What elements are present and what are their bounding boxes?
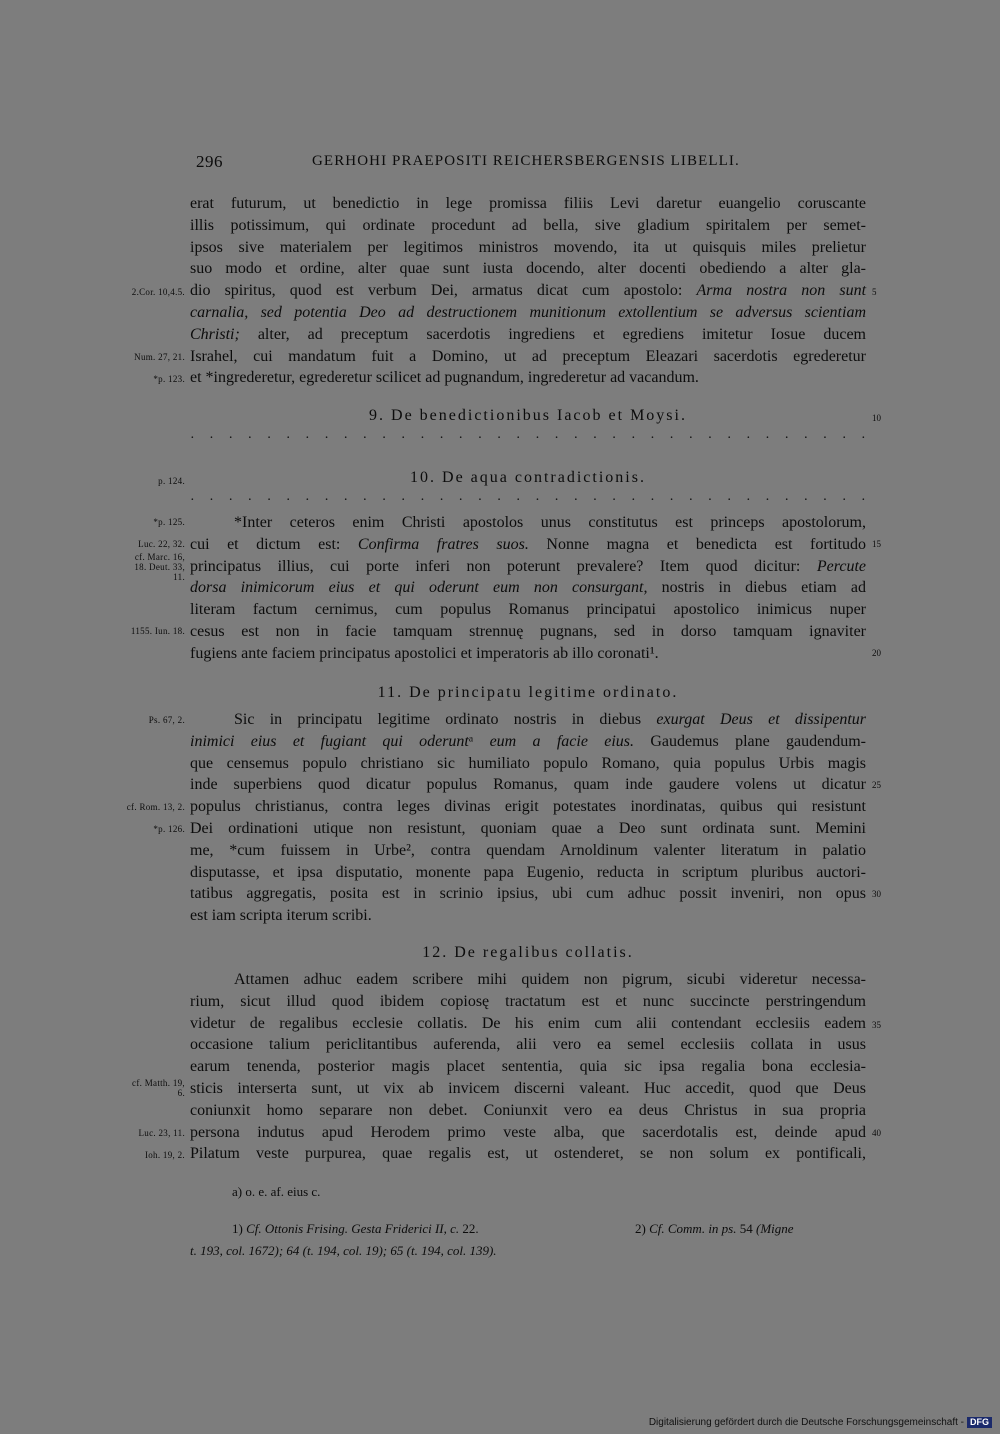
margin-reference: cf. Rom. 13, 2.: [126, 802, 185, 812]
text-line: ipsos sive materialem per legitimos ministros movendo, ita ut quisquis miles prelietur: [190, 238, 866, 256]
margin-reference: cf. Marc. 16, 18. Deut. 33, 11.: [134, 552, 185, 582]
text-line: tatibus aggregatis, posita est in scrinio ipsius, ubi cum adhuc possit inveniri, non opus: [190, 885, 866, 903]
text-line: occasione talium periclitantibus auferenda, alii vero ea semel ecclesiis collata in usus: [190, 1036, 866, 1054]
footnote-2-cont: t. 193, col. 1672); 64 (t. 194, col. 19); 65 (t. 194, col. 139).: [190, 1243, 497, 1258]
text-line: dorsa inimicorum eius et qui oderunt eum non consurgant, nostris in diebus etiam ad: [190, 579, 866, 597]
margin-reference: Luc. 23, 11.: [138, 1128, 185, 1138]
text-line: *Inter ceteros enim Christi apostolos unus constitutus est princeps apostolorum,: [234, 514, 866, 531]
text-line: suo modo et ordine, alter quae sunt iusta docendo, alter docenti obediendo a alter gla-: [190, 260, 866, 278]
text-line: et *ingrederetur, egrederetur scilicet ad pugnandum, ingrederetur ad vacandum.: [190, 369, 699, 387]
line-number: 25: [872, 780, 881, 790]
paragraph-4: [190, 969, 866, 1165]
text-line: videtur de regalibus ecclesie collatis. De his enim cum alii contendant ecclesiis eadem: [190, 1014, 866, 1032]
section-heading: 11. De principatu legitime ordinato.: [377, 684, 679, 701]
dfg-footer: [649, 1417, 992, 1428]
text-line: est iam scripta iterum scribi.: [190, 907, 372, 925]
margin-reference: *p. 123.: [153, 374, 185, 384]
paragraph-3: [190, 709, 866, 927]
footnote-2: 2) Cf. Comm. in ps. 54 (Migne: [635, 1221, 794, 1236]
margin-reference: cf. Matth. 19, 6.: [132, 1078, 185, 1098]
text-line: persona indutus apud Herodem primo veste alba, que sacerdotalis est, deinde apud: [190, 1123, 866, 1141]
footer-text: Digitalisierung gefördert durch die Deutsche Forschungsgemeinschaft -: [648, 1417, 964, 1428]
line-number: 30: [872, 889, 881, 899]
text-line: Dei ordinationi utique non resistunt, quoniam quae a Deo sunt ordinata sunt. Memini: [190, 819, 866, 837]
text-line: inimici eius et fugiant qui oderuntᵃ eum a facie eius. Gaudemus plane gaudendum-: [190, 732, 867, 750]
dfg-logo-icon: DFG: [967, 1417, 992, 1428]
margin-reference: *p. 126.: [153, 824, 185, 834]
page-number: 296: [196, 152, 223, 171]
text-line: disputasse, et ipsa disputatio, monente papa Eugenio, reducta in scriptum pluribus auctori-: [190, 863, 866, 881]
margin-reference: p. 124.: [158, 476, 185, 486]
margin-reference: 2.Cor. 10,4.5.: [131, 287, 185, 297]
text-line: rium, sicut illud quod ibidem copiosę tractatum est et nunc succincte perstringendum: [190, 992, 866, 1010]
section-heading: 12. De regalibus collatis.: [422, 944, 634, 961]
text-line: coniunxit homo separare non debet. Coniunxit vero ea deus Christus in sua propria: [190, 1101, 866, 1119]
footnote-a: a) o. e. af. eius c.: [232, 1184, 321, 1199]
text-line: sticis interserta sunt, ut vix ab invicem discerni valeant. Huc accedit, quod que Deus: [190, 1079, 866, 1097]
margin-reference: Num. 27, 21.: [134, 352, 185, 362]
text-line: me, *cum fuissem in Urbe², contra quendam Arnoldinum valenter literatum in palatio: [190, 841, 866, 859]
text-line: cesus est non in facie tamquam strennuę pugnans, sed in dorso tamquam ignaviter: [190, 622, 866, 640]
margin-reference: 1155. Iun. 18.: [130, 626, 185, 636]
text-line: earum tenenda, posterior magis placet sententia, quia sic ipsa regalia bona ecclesia-: [190, 1058, 866, 1076]
line-number: 35: [872, 1020, 881, 1030]
omission-dots: [190, 494, 866, 508]
running-header: [190, 150, 866, 174]
line-number: 10: [872, 413, 881, 423]
text-line: dio spiritus, quod est verbum Dei, armatus dicat cum apostolo: Arma nostra non sunt: [190, 282, 867, 300]
text-line: populus christianus, contra leges divinas erigit potestates inordinatas, quibus qui resistunt: [190, 798, 866, 816]
text-line: Attamen adhuc eadem scribere mihi quidem non pigrum, sicubi videretur necessa-: [234, 971, 866, 988]
text-line: inde superbiens quod dicatur populus Romanus, quam inde gaudere volens ut dicatur: [190, 776, 866, 794]
section-heading: 10. De aqua contradictionis.: [410, 469, 646, 486]
margin-reference: Ps. 67, 2.: [148, 715, 185, 725]
line-number: 5: [872, 287, 877, 297]
text-line: fugiens ante faciem principatus apostolici et imperatoris ab illo coronati¹.: [190, 644, 659, 662]
paragraph-2: [190, 512, 866, 665]
text-line: erat futurum, ut benedictio in lege promissa filiis Levi daretur euangelio coruscante: [190, 195, 866, 212]
paragraph-1: [190, 193, 866, 389]
margin-reference: Luc. 22, 32.: [138, 539, 185, 549]
omission-dots: [190, 432, 866, 446]
text-line: cui et dictum est: Confirma fratres suos. Nonne magna et benedicta est fortitudo: [190, 535, 867, 553]
margin-reference: *p. 125.: [153, 517, 185, 527]
text-line: carnalia, sed potentia Deo ad destructionem munitionum extollentium se adversus scientiam: [190, 303, 866, 321]
text-line: principatus illius, cui porte inferi non poterunt prevalere? Item quod dicitur: Percute: [190, 557, 866, 575]
line-number: 40: [872, 1128, 881, 1138]
running-title: GERHOHI PRAEPOSITI REICHERSBERGENSIS LIBELLI.: [312, 153, 740, 169]
text-line: Pilatum veste purpurea, quae regalis est, ut ostenderet, se non solum ex pontificali,: [190, 1145, 866, 1163]
section-heading: 9. De benedictionibus Iacob et Moysi.: [369, 407, 687, 424]
margin-reference: Ioh. 19, 2.: [144, 1150, 185, 1160]
text-line: Israhel, cui mandatum fuit a Domino, ut ad preceptum Eleazari sacerdotis egrederetur: [190, 347, 866, 365]
text-line: Christi; alter, ad preceptum sacerdotis ingrediens et egrediens imitetur Iosue ducem: [190, 325, 866, 343]
line-number: 20: [872, 648, 881, 658]
text-line: literam factum cernimus, cum populus Romanus principatui apostolico inimicus nuper: [190, 601, 866, 619]
text-line: illis potissimum, qui ordinate procedunt ad bella, sive gladium spiritalem per semet-: [190, 216, 866, 234]
text-line: Sic in principatu legitime ordinato nostris in diebus exurgat Deus et dissipentur: [234, 711, 867, 728]
footnote-1: 1) Cf. Ottonis Frising. Gesta Friderici II, c. 22.: [232, 1221, 479, 1236]
text-line: que censemus populo christiano sic humiliato populo Romano, quia populus Urbis magis: [190, 754, 866, 772]
line-number: 15: [872, 539, 881, 549]
